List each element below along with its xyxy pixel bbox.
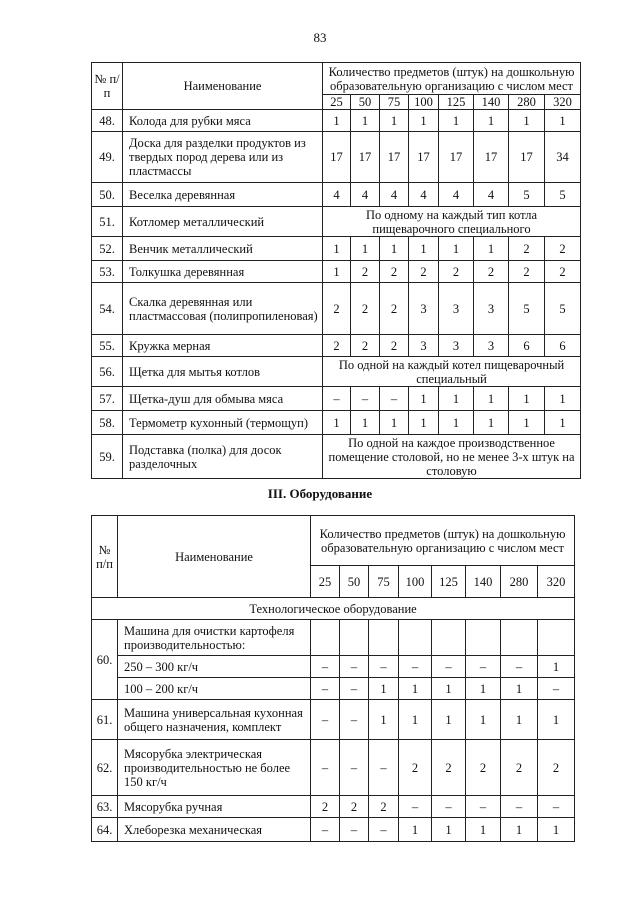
table-subrow [92,656,575,678]
row-name: Щетка для мытья котлов [123,357,323,387]
table-row [92,110,581,132]
cell: – [466,796,501,818]
merged-cell: По одному на каждый тип котла пищеварочного специального [323,207,581,237]
cell: 17 [509,132,545,183]
cell: 1 [474,411,509,435]
cell: 17 [474,132,509,183]
cell: 1 [538,700,575,740]
cell: 3 [439,283,474,335]
cell: 1 [323,237,351,261]
cell: 2 [340,796,369,818]
cell: – [399,796,432,818]
cell: 1 [466,678,501,700]
cell: 1 [380,411,409,435]
row-name: Венчик металлический [123,237,323,261]
row-name: Доска для разделки продуктов из твердых пород дерева или из пластмассы [123,132,323,183]
cell: – [501,656,538,678]
row-name: Колода для рубки мяса [123,110,323,132]
table-row [92,818,575,842]
cell: 1 [474,387,509,411]
row-number: 49. [92,132,123,183]
row-number: 50. [92,183,123,207]
cell: – [399,656,432,678]
cell: – [380,387,409,411]
col-header: 140 [466,566,501,598]
cell: 3 [409,283,439,335]
col-header: 280 [501,566,538,598]
col-header: 320 [538,566,575,598]
table-subrow [92,678,575,700]
cell: 2 [509,237,545,261]
cell: 5 [545,283,581,335]
cell: 1 [432,818,466,842]
col-header: 100 [399,566,432,598]
cell: 5 [509,183,545,207]
cell: 4 [474,183,509,207]
cell: 1 [545,110,581,132]
cell: 1 [439,411,474,435]
cell: 1 [509,110,545,132]
row-number: 59. [92,435,123,479]
cell: – [340,740,369,796]
cell: – [369,740,399,796]
row-number: 62. [92,740,118,796]
cell: 1 [409,110,439,132]
cell: – [351,387,380,411]
table-row [92,796,575,818]
cell: 1 [439,387,474,411]
row-number: 61. [92,700,118,740]
table-row [92,387,581,411]
row-number: 48. [92,110,123,132]
cell: 1 [439,237,474,261]
cell: 3 [474,283,509,335]
cell: 34 [545,132,581,183]
cell: 2 [380,283,409,335]
cell: 17 [439,132,474,183]
cell: – [369,656,399,678]
cell: 2 [466,740,501,796]
row-number: 64. [92,818,118,842]
cell: 1 [538,656,575,678]
cell: 2 [538,740,575,796]
row-name: Щетка-душ для обмыва мяса [123,387,323,411]
cell: 1 [351,237,380,261]
cell: 2 [501,740,538,796]
row-number: 63. [92,796,118,818]
cell: 1 [351,411,380,435]
cell: 1 [399,818,432,842]
cell: 2 [351,261,380,283]
merged-cell: По одной на каждое производственное помещение столовой, но не менее 3-х штук на столовую [323,435,581,479]
cell: 4 [380,183,409,207]
equipment-table [91,515,575,842]
cell: 1 [509,387,545,411]
cell: 17 [351,132,380,183]
row-name: Подставка (полка) для досок разделочных [123,435,323,479]
cell: 3 [474,335,509,357]
cell: 1 [351,110,380,132]
cell: 1 [509,411,545,435]
cell: 2 [439,261,474,283]
cell: – [340,678,369,700]
subheader: Технологическое оборудование [92,598,575,620]
cell: 1 [439,110,474,132]
cell: 1 [409,237,439,261]
cell: 1 [501,818,538,842]
col-header: 25 [323,95,351,110]
row-number: 51. [92,207,123,237]
cell: 4 [351,183,380,207]
cell: 17 [323,132,351,183]
header-quantity: Количество предметов (штук) на дошкольную образовательную организацию с числом мест [311,516,575,566]
col-header: 125 [439,95,474,110]
cell: 2 [351,283,380,335]
header-name: Наименование [123,63,323,110]
cell: 1 [474,110,509,132]
cell: – [538,678,575,700]
cell: 2 [380,261,409,283]
col-header: 75 [369,566,399,598]
cell: 1 [466,818,501,842]
cell: – [311,700,340,740]
row-name: Хлеборезка механическая [118,818,311,842]
col-header: 140 [474,95,509,110]
cell: 6 [509,335,545,357]
cell: – [311,656,340,678]
cell: 1 [409,411,439,435]
row-name: Веселка деревянная [123,183,323,207]
utensils-table [91,62,581,479]
cell: 5 [545,183,581,207]
cell: 2 [311,796,340,818]
table-row [92,237,581,261]
page-number: 83 [313,30,327,45]
row-number: 58. [92,411,123,435]
cell: 1 [323,110,351,132]
row-name: Термометр кухонный (термощуп) [123,411,323,435]
cell: 1 [380,110,409,132]
cell: 2 [323,283,351,335]
cell: – [369,818,399,842]
cell: – [340,700,369,740]
row-number: 56. [92,357,123,387]
cell: 17 [409,132,439,183]
cell: 2 [351,335,380,357]
cell: 2 [545,237,581,261]
table-row [92,435,581,479]
cell: 2 [380,335,409,357]
cell: 3 [439,335,474,357]
cell: – [432,796,466,818]
cell: 1 [380,237,409,261]
col-header: 75 [380,95,409,110]
table-row [92,335,581,357]
col-header: 100 [409,95,439,110]
cell: 1 [474,237,509,261]
row-name: Котломер металлический [123,207,323,237]
cell: 1 [538,818,575,842]
cell: – [323,387,351,411]
cell: 4 [323,183,351,207]
col-header: 280 [509,95,545,110]
cell: 3 [409,335,439,357]
header-quantity: Количество предметов (штук) на дошкольную образовательную организацию с числом мест [323,63,581,95]
cell: 1 [466,700,501,740]
col-header: 50 [340,566,369,598]
cell: – [340,818,369,842]
cell: 1 [501,678,538,700]
cell: – [466,656,501,678]
merged-cell: По одной на каждый котел пищеварочный специальный [323,357,581,387]
table-row [92,357,581,387]
row-name: Скалка деревянная или пластмассовая (полипропиленовая) [123,283,323,335]
cell: 1 [432,700,466,740]
cell: 1 [369,700,399,740]
table-row [92,132,581,183]
header-name: Наименование [118,516,311,598]
cell: 1 [501,700,538,740]
cell: 1 [399,700,432,740]
cell: 2 [323,335,351,357]
cell: 17 [380,132,409,183]
row-name: Мясорубка электрическая производительностью не более 150 кг/ч [118,740,311,796]
cell: 1 [369,678,399,700]
cell: – [501,796,538,818]
cell: 2 [409,261,439,283]
row-number: 54. [92,283,123,335]
cell: – [538,796,575,818]
col-header: 125 [432,566,466,598]
row-number: 57. [92,387,123,411]
cell: 4 [409,183,439,207]
cell: 1 [432,678,466,700]
cell: 1 [545,387,581,411]
cell: 1 [323,411,351,435]
cell: – [311,818,340,842]
cell: 2 [432,740,466,796]
table-row [92,283,581,335]
cell: 1 [323,261,351,283]
cell: 2 [545,261,581,283]
subrow-name: 250 – 300 кг/ч [118,656,311,678]
table-row [92,620,575,656]
header-number: № п/п [92,63,123,110]
header-number: № п/п [92,516,118,598]
cell: – [311,678,340,700]
col-header: 320 [545,95,581,110]
col-header: 25 [311,566,340,598]
row-number: 60. [92,620,118,700]
cell: 2 [369,796,399,818]
table-row [92,700,575,740]
cell: 6 [545,335,581,357]
table-row [92,261,581,283]
col-header: 50 [351,95,380,110]
cell: 2 [509,261,545,283]
cell: 1 [545,411,581,435]
cell: – [311,740,340,796]
cell: 2 [399,740,432,796]
subrow-name: 100 – 200 кг/ч [118,678,311,700]
row-number: 55. [92,335,123,357]
cell: 1 [399,678,432,700]
row-name: Мясорубка ручная [118,796,311,818]
row-name: Толкушка деревянная [123,261,323,283]
cell: 2 [474,261,509,283]
section-title: III. Оборудование [267,486,373,501]
table-row [92,207,581,237]
table-row [92,740,575,796]
row-name: Кружка мерная [123,335,323,357]
cell: 5 [509,283,545,335]
cell: – [340,656,369,678]
cell: – [432,656,466,678]
table-row [92,411,581,435]
row-name: Машина универсальная кухонная общего назначения, комплект [118,700,311,740]
row-name: Машина для очистки картофеля производительностью: [118,620,311,656]
cell: 1 [409,387,439,411]
row-number: 53. [92,261,123,283]
cell: 4 [439,183,474,207]
row-number: 52. [92,237,123,261]
table-row [92,183,581,207]
